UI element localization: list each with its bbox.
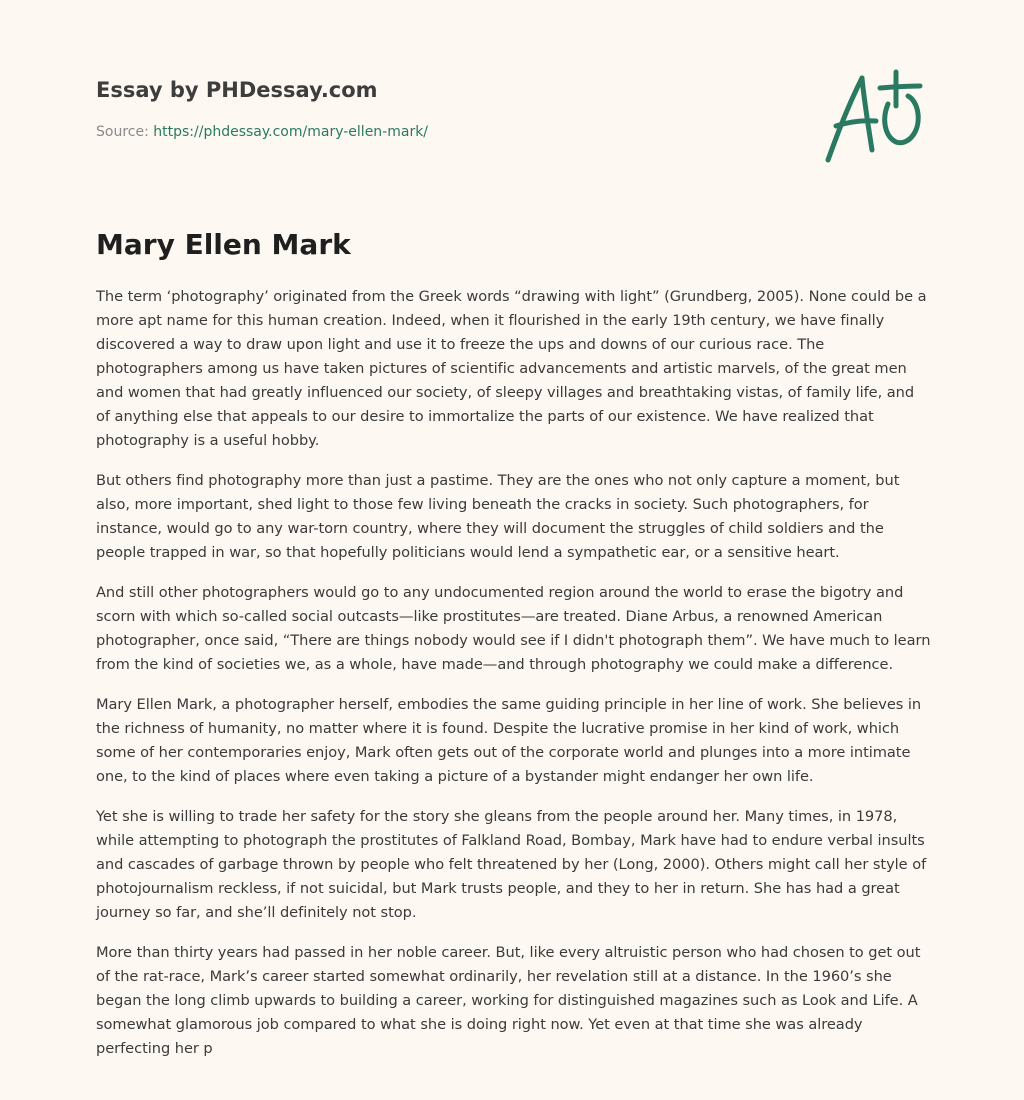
paragraph: Yet she is willing to trade her safety for the story she gleans from the people around her. Many times, in 1978, while attempting to photograph the prostitutes of Falkland Road, Bombay, Mark have had to endure verbal insults and cascades of garbage thrown by people who felt threatened by her (Long, 2000). Others might call her style of photojournalism reckless, if not suicidal, but Mark trusts people, and they to her in return. She has had a great journey so far, and she’ll definitely not stop. <box>96 808 927 921</box>
document-title: Mary Ellen Mark <box>96 228 351 261</box>
source-link[interactable]: https://phdessay.com/mary-ellen-mark/ <box>153 124 429 140</box>
a-plus-logo-icon <box>822 66 928 164</box>
paragraph: Mary Ellen Mark, a photographer herself, embodies the same guiding principle in her line of work. She believes in the richness of humanity, no matter where it is found. Despite the lucrative promise in her kind of work, which some of her contemporaries enjoy, Mark often gets out of the corporate world and plunges into a more intimate one, to the kind of places where even taking a picture of a bystander might endanger her own life. <box>96 696 922 785</box>
site-title: Essay by PHDessay.com <box>96 78 378 102</box>
paragraph: But others find photography more than just a pastime. They are the ones who not only capture a moment, but also, more important, shed light to those few living beneath the cracks in society. Such photographers, for instance, would go to any war-torn country, where they will document the struggles of child soldiers and the people trapped in war, so that hopefully politicians would lend a sympathetic ear, or a sensitive heart. <box>96 472 900 561</box>
paragraph: And still other photographers would go to any undocumented region around the world to erase the bigotry and scorn with which so-called social outcasts—like prostitutes—are treated. Diane Arbus, a renowned American photographer, once said, “There are things nobody would see if I didn't photograph them”. We have much to learn from the kind of societies we, as a whole, have made—and through photography we could make a difference. <box>96 584 931 673</box>
paragraph: More than thirty years had passed in her noble career. But, like every altruistic person who had chosen to get out of the rat-race, Mark’s career started somewhat ordinarily, her revelation still at a distance. In the 1960’s she began the long climb upwards to building a career, working for distinguished magazines such as Look and Life. A somewhat glamorous job compared to what she is doing right now. Yet even at that time she was already perfecting her p <box>96 944 921 1057</box>
paragraph: The term ‘photography’ originated from the Greek words “drawing with light” (Grundberg, 2005). None could be a more apt name for this human creation. Indeed, when it flourished in the early 19th century, we have finally discovered a way to draw upon light and use it to freeze the ups and downs of our curious race. The photographers among us have taken pictures of scientific advancements and artistic marvels, of the great men and women that had greatly influenced our society, of sleepy villages and breathtaking vistas, of family life, and of anything else that appeals to our desire to immortalize the parts of our existence. We have realized that photography is a useful hobby. <box>96 288 927 449</box>
source-label: Source: <box>96 124 149 140</box>
document-header <box>96 76 796 141</box>
source-line <box>96 123 796 141</box>
essay-body <box>96 285 932 1077</box>
